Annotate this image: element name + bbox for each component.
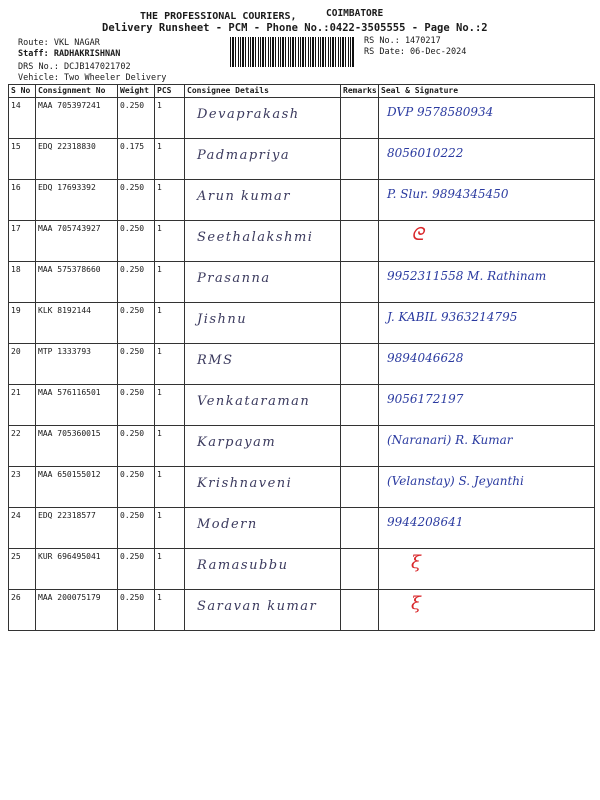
cell-signature: [379, 508, 595, 549]
cell-weight: 0.250: [118, 221, 155, 262]
table-row: [9, 385, 595, 426]
red-pen-mark: ξ: [411, 593, 421, 614]
consignee-handwriting: Prasanna: [197, 271, 271, 286]
cell-consignee: [185, 467, 341, 508]
signature-handwriting: (Naranari) R. Kumar: [387, 433, 513, 447]
cell-consignee: [185, 344, 341, 385]
cell-consignment: MAA 576116501: [36, 385, 118, 426]
runsheet-title: Delivery Runsheet - PCM - Phone No.:0422-3505555 - Page No.:2: [102, 22, 488, 34]
cell-pcs: 1: [155, 180, 185, 221]
cell-pcs: 1: [155, 139, 185, 180]
cell-remarks: [341, 262, 379, 303]
consignee-handwriting: Jishnu: [197, 312, 248, 327]
staff-label: Staff: RADHAKRISHNAN: [18, 49, 121, 59]
cell-signature: [379, 139, 595, 180]
col-consignment: Consignment No: [36, 85, 118, 98]
red-pen-mark: ᘓ: [411, 224, 424, 245]
cell-consignee: [185, 549, 341, 590]
consignee-handwriting: Krishnaveni: [197, 476, 293, 491]
cell-sno: 26: [9, 590, 36, 631]
cell-sno: 25: [9, 549, 36, 590]
cell-sno: 22: [9, 426, 36, 467]
cell-consignee: [185, 221, 341, 262]
runsheet-table: [8, 84, 595, 631]
cell-consignment: MAA 575378660: [36, 262, 118, 303]
signature-handwriting: 9944208641: [387, 515, 464, 529]
consignee-handwriting: Karpayam: [197, 435, 277, 450]
red-pen-mark: ξ: [411, 552, 421, 573]
cell-consignment: EDQ 17693392: [36, 180, 118, 221]
cell-signature: [379, 303, 595, 344]
route-label: Route: VKL NAGAR: [18, 38, 100, 48]
cell-remarks: [341, 303, 379, 344]
consignee-handwriting: Seethalakshmi: [197, 230, 314, 245]
cell-signature: [379, 590, 595, 631]
signature-handwriting: 9894046628: [387, 351, 464, 365]
cell-remarks: [341, 385, 379, 426]
col-remarks: Remarks: [341, 85, 379, 98]
cell-consignment: MAA 705743927: [36, 221, 118, 262]
cell-remarks: [341, 508, 379, 549]
table-row: [9, 303, 595, 344]
cell-pcs: 1: [155, 303, 185, 344]
cell-pcs: 1: [155, 467, 185, 508]
consignee-handwriting: Modern: [197, 517, 258, 532]
col-sno: S No: [9, 85, 36, 98]
cell-weight: 0.250: [118, 508, 155, 549]
table-row: [9, 467, 595, 508]
company-city: COIMBATORE: [326, 8, 384, 19]
cell-sno: 21: [9, 385, 36, 426]
cell-pcs: 1: [155, 221, 185, 262]
col-pcs: PCS: [155, 85, 185, 98]
table-row: [9, 221, 595, 262]
cell-consignee: [185, 139, 341, 180]
signature-handwriting: J. KABIL 9363214795: [387, 310, 518, 324]
cell-pcs: 1: [155, 385, 185, 426]
cell-signature: [379, 98, 595, 139]
vehicle-type: Vehicle: Two Wheeler Delivery: [18, 73, 167, 83]
signature-handwriting: P. Slur. 9894345450: [387, 187, 509, 201]
col-weight: Weight: [118, 85, 155, 98]
cell-consignment: MAA 705397241: [36, 98, 118, 139]
cell-remarks: [341, 344, 379, 385]
cell-weight: 0.250: [118, 303, 155, 344]
col-consignee: Consignee Details: [185, 85, 341, 98]
barcode-image: [230, 37, 354, 67]
cell-sno: 20: [9, 344, 36, 385]
cell-sno: 17: [9, 221, 36, 262]
table-row: [9, 344, 595, 385]
cell-signature: [379, 221, 595, 262]
cell-weight: 0.250: [118, 344, 155, 385]
cell-sno: 15: [9, 139, 36, 180]
consignee-handwriting: Ramasubbu: [197, 558, 289, 573]
cell-signature: [379, 467, 595, 508]
cell-signature: [379, 262, 595, 303]
signature-handwriting: (Velanstay) S. Jeyanthi: [387, 474, 524, 488]
cell-weight: 0.250: [118, 590, 155, 631]
table-row: [9, 98, 595, 139]
cell-sno: 24: [9, 508, 36, 549]
cell-consignment: MAA 650155012: [36, 467, 118, 508]
cell-consignee: [185, 180, 341, 221]
cell-sno: 14: [9, 98, 36, 139]
table-row: [9, 180, 595, 221]
cell-sno: 19: [9, 303, 36, 344]
cell-weight: 0.250: [118, 262, 155, 303]
cell-remarks: [341, 590, 379, 631]
consignee-handwriting: Devaprakash: [197, 107, 300, 122]
table-row: [9, 139, 595, 180]
signature-handwriting: 9056172197: [387, 392, 464, 406]
cell-pcs: 1: [155, 549, 185, 590]
cell-signature: [379, 426, 595, 467]
signature-handwriting: 9952311558 M. Rathinam: [387, 269, 547, 283]
consignee-handwriting: Arun kumar: [197, 189, 292, 204]
cell-consignment: KLK 8192144: [36, 303, 118, 344]
consignee-handwriting: Saravan kumar: [197, 599, 318, 614]
cell-sno: 16: [9, 180, 36, 221]
cell-signature: [379, 385, 595, 426]
table-row: [9, 262, 595, 303]
cell-remarks: [341, 98, 379, 139]
cell-pcs: 1: [155, 98, 185, 139]
cell-remarks: [341, 139, 379, 180]
col-signature: Seal & Signature: [379, 85, 595, 98]
cell-weight: 0.250: [118, 98, 155, 139]
cell-remarks: [341, 426, 379, 467]
cell-remarks: [341, 180, 379, 221]
cell-remarks: [341, 221, 379, 262]
cell-weight: 0.250: [118, 385, 155, 426]
cell-consignment: EDQ 22318830: [36, 139, 118, 180]
cell-weight: 0.250: [118, 180, 155, 221]
cell-remarks: [341, 467, 379, 508]
cell-signature: [379, 549, 595, 590]
cell-sno: 23: [9, 467, 36, 508]
cell-consignment: MAA 200075179: [36, 590, 118, 631]
cell-remarks: [341, 549, 379, 590]
cell-pcs: 1: [155, 344, 185, 385]
drs-number: DRS No.: DCJB147021702: [18, 62, 131, 72]
cell-weight: 0.250: [118, 426, 155, 467]
signature-handwriting: 8056010222: [387, 146, 464, 160]
cell-pcs: 1: [155, 426, 185, 467]
cell-consignee: [185, 385, 341, 426]
consignee-handwriting: RMS: [197, 353, 234, 368]
table-row: [9, 549, 595, 590]
consignee-handwriting: Venkataraman: [197, 394, 311, 409]
cell-consignment: EDQ 22318577: [36, 508, 118, 549]
cell-consignee: [185, 426, 341, 467]
cell-pcs: 1: [155, 508, 185, 549]
cell-weight: 0.250: [118, 549, 155, 590]
rs-date: RS Date: 06-Dec-2024: [364, 47, 467, 57]
cell-consignee: [185, 303, 341, 344]
cell-consignment: KUR 696495041: [36, 549, 118, 590]
cell-consignee: [185, 508, 341, 549]
signature-handwriting: DVP 9578580934: [387, 105, 494, 119]
rs-number: RS No.: 1470217: [364, 36, 441, 46]
cell-sno: 18: [9, 262, 36, 303]
cell-consignee: [185, 262, 341, 303]
cell-pcs: 1: [155, 590, 185, 631]
cell-signature: [379, 180, 595, 221]
table-row: [9, 426, 595, 467]
cell-pcs: 1: [155, 262, 185, 303]
consignee-handwriting: Padmapriya: [197, 148, 291, 163]
table-row: [9, 590, 595, 631]
cell-signature: [379, 344, 595, 385]
cell-consignee: [185, 98, 341, 139]
cell-consignment: MAA 705360015: [36, 426, 118, 467]
cell-consignee: [185, 590, 341, 631]
company-name: THE PROFESSIONAL COURIERS,: [140, 11, 297, 22]
cell-weight: 0.175: [118, 139, 155, 180]
table-header-row: [9, 85, 595, 98]
cell-weight: 0.250: [118, 467, 155, 508]
cell-consignment: MTP 1333793: [36, 344, 118, 385]
table-row: [9, 508, 595, 549]
